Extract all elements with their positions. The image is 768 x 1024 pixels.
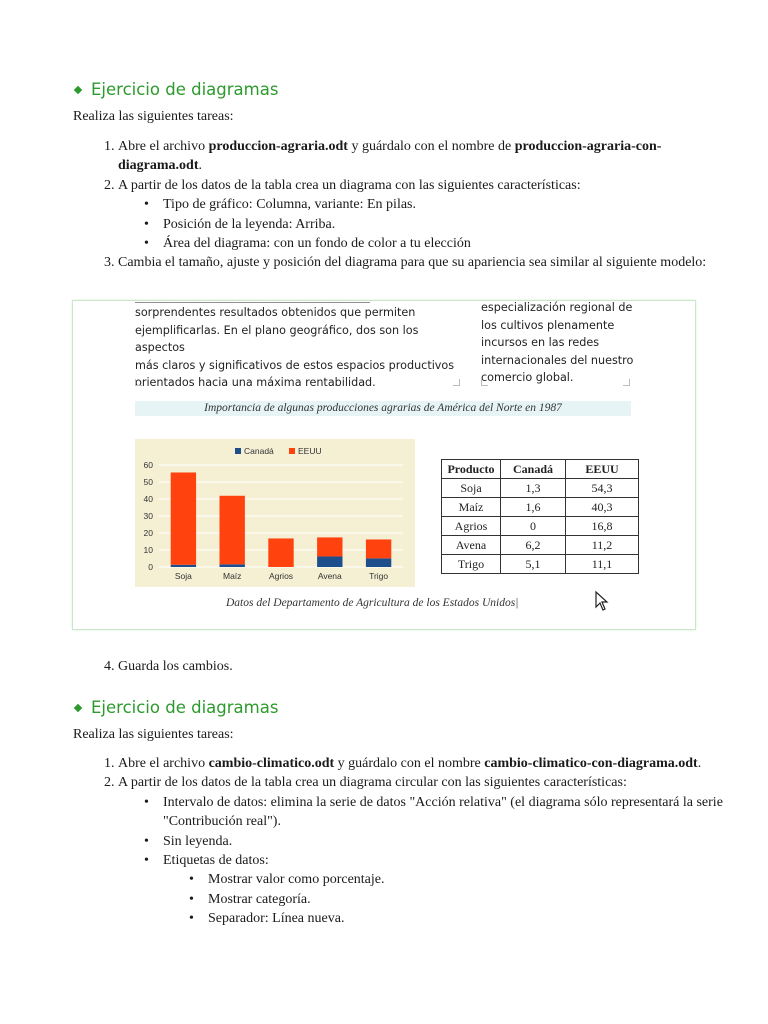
section-heading [73, 698, 278, 717]
y-tick-label: 60 [143, 460, 153, 470]
table-cell: 1,3 [501, 479, 566, 498]
legend-label: EEUU [298, 446, 322, 456]
table-cell: Trigo [442, 555, 501, 574]
table-cell: Maíz [442, 498, 501, 517]
table-cell: 40,3 [566, 498, 639, 517]
table-row [442, 479, 639, 498]
y-tick-label: 10 [143, 545, 153, 555]
bar-canadá [366, 558, 391, 567]
bar-eeuu [220, 496, 245, 565]
bar-eeuu [171, 472, 196, 564]
x-tick-label: Soja [174, 571, 192, 581]
table-row [442, 498, 639, 517]
table-row [442, 555, 639, 574]
task-item: 4. Guarda los cambios. [118, 657, 740, 676]
task-text: . [198, 158, 202, 174]
section-heading-text: Ejercicio de diagramas [91, 80, 279, 99]
task-list [73, 137, 740, 273]
model-text-line: más claros y significativos de estos espacios productivos [135, 358, 455, 372]
model-left-text [135, 294, 465, 392]
y-tick-label: 40 [143, 494, 153, 504]
bar-eeuu [317, 537, 342, 556]
bar-eeuu [268, 538, 293, 567]
table-cell: 1,6 [501, 498, 566, 517]
model-right-text [481, 299, 641, 387]
y-tick-label: 30 [143, 511, 153, 521]
task-item [118, 773, 740, 928]
source-note: Datos del Departamento de Agricultura de los Estados Unidos| [226, 597, 519, 609]
sub-item: • Tipo de gráfico: Columna, variante: En pilas. [163, 195, 740, 214]
legend-swatch [235, 448, 241, 454]
file-name: cambio-climatico.odt [208, 756, 335, 771]
x-tick-label: Agrios [268, 571, 294, 581]
legend-swatch [289, 448, 295, 454]
table-cell: Soja [442, 479, 501, 498]
sub-sub-item: • Mostrar categoría. [208, 890, 740, 909]
y-tick-label: 50 [143, 477, 153, 487]
diamond-bullet-icon [74, 703, 82, 711]
task-item [118, 137, 740, 176]
model-text-line: comercio global. [481, 371, 574, 385]
x-tick-label: Avena [317, 571, 342, 581]
task-item [118, 176, 740, 254]
model-text-line: especialización regional de [481, 301, 633, 314]
task-text: . [697, 756, 702, 771]
file-name: produccion-agraria-con-diagrama.odt [118, 139, 662, 174]
section-heading-text: Ejercicio de diagramas [91, 698, 279, 717]
model-text-line: los cultivos plenamente [481, 318, 615, 332]
table-cell: 11,2 [566, 536, 639, 555]
section-heading [73, 80, 278, 99]
table-cell: 0 [501, 517, 566, 536]
task-list [73, 754, 740, 929]
data-table [441, 459, 639, 574]
table-cell: Avena [442, 536, 501, 555]
bar-canadá [220, 564, 245, 567]
file-name: produccion-agraria.odt [208, 139, 348, 154]
task-item: 3. Cambia el tamaño, ajuste y posición del diagrama para que su apariencia sea similar al siguiente modelo: [118, 253, 740, 272]
intro-text: Realiza las siguientes tareas: [73, 109, 234, 124]
task-text: y guárdalo con el nombre de [347, 139, 515, 154]
task-text: A partir de los datos de la tabla crea un diagrama circular con las siguientes características: [118, 775, 627, 791]
table-header: Canadá [501, 460, 566, 479]
sub-item [163, 851, 740, 929]
bar-canadá [317, 556, 342, 567]
sub-sub-item: • Mostrar valor como porcentaje. [208, 870, 740, 889]
model-text-line: ejemplificarlas. En el plano geográfico, dos son los aspectos [135, 323, 419, 355]
bar-canadá [171, 565, 196, 567]
table-cell: 6,2 [501, 536, 566, 555]
source-text: Datos del Departamento de Agricultura de los Estados Unidos [226, 597, 516, 609]
table-header: EEUU [566, 460, 639, 479]
chart-area [135, 439, 415, 587]
model-text-line: orientados hacia una máxima rentabilidad. [135, 376, 376, 390]
intro-text: Realiza las siguientes tareas: [73, 727, 234, 742]
table-cell: 5,1 [501, 555, 566, 574]
crop-mark [453, 379, 460, 386]
table-cell: Agrios [442, 517, 501, 536]
sub-list [118, 195, 740, 253]
file-name: cambio-climatico-con-diagrama.odt [484, 756, 698, 771]
model-text-line: incursos en las redes [481, 336, 600, 350]
sub-sub-list [163, 870, 740, 928]
task-list [73, 657, 740, 676]
sub-item: • Intervalo de datos: elimina la serie de datos "Acción relativa" (el diagrama sólo representará la serie "Contribución real"). [163, 793, 740, 832]
crop-mark [481, 379, 488, 386]
cut-text-line: ――――――――――――――――――――― [135, 296, 370, 309]
table-header: Producto [442, 460, 501, 479]
sub-item: • Sin leyenda. [163, 832, 740, 851]
model-text-line: sorprendentes resultados obtenidos que permiten [135, 306, 416, 319]
chart-caption: Importancia de algunas producciones agrarias de América del Norte en 1987 [135, 401, 631, 416]
stacked-bar-chart [135, 439, 415, 587]
mouse-pointer-icon [595, 591, 609, 611]
model-text-line: internacionales del nuestro [481, 353, 634, 367]
task-text: A partir de los datos de la tabla crea un diagrama con las siguientes características: [118, 177, 581, 193]
task-item [118, 754, 740, 773]
y-tick-label: 20 [143, 528, 153, 538]
bar-eeuu [366, 539, 391, 558]
y-tick-label: 0 [148, 562, 153, 572]
sub-item: • Área del diagrama: con un fondo de color a tu elección [163, 234, 740, 253]
diamond-bullet-icon [74, 85, 82, 93]
sub-item-text: Etiquetas de datos: [163, 853, 269, 869]
crop-mark [135, 379, 142, 386]
table-cell: 54,3 [566, 479, 639, 498]
table-row [442, 536, 639, 555]
table-cell: 11,1 [566, 555, 639, 574]
sub-item: • Posición de la leyenda: Arriba. [163, 215, 740, 234]
model-screenshot [72, 296, 696, 630]
x-tick-label: Maíz [222, 571, 242, 581]
task-text: y guárdalo con el nombre [334, 756, 485, 771]
x-tick-label: Trigo [369, 571, 389, 581]
legend-label: Canadá [244, 446, 274, 456]
crop-mark [623, 379, 630, 386]
table-row [442, 517, 639, 536]
sub-sub-item: • Separador: Línea nueva. [208, 909, 740, 928]
task-text: Abre el archivo [118, 756, 209, 771]
sub-list [118, 793, 740, 929]
task-text: Abre el archivo [118, 139, 209, 154]
table-cell: 16,8 [566, 517, 639, 536]
